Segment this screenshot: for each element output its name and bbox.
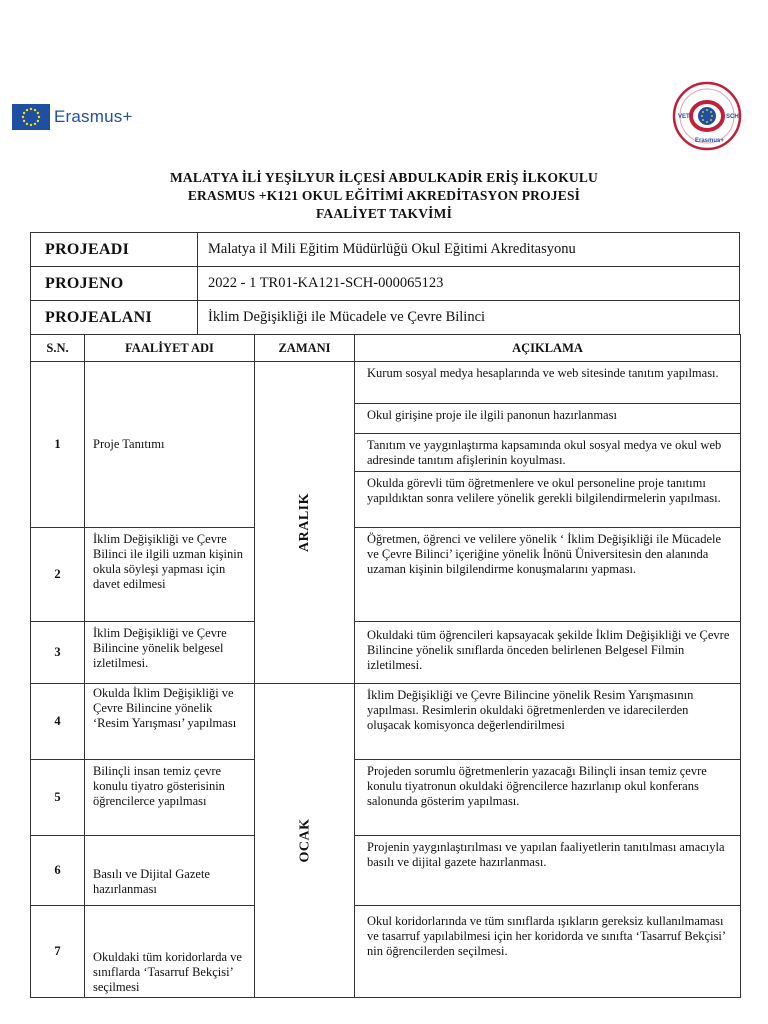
project-area-row <box>31 301 740 335</box>
table-row <box>31 362 741 404</box>
description-text: Okulda görevli tüm öğretmenlere ve okul personeline proje tanıtımı yapıldıktan sonra velilere yönelik gerekli bilgilendirmelerin yapılması. <box>367 476 721 505</box>
description-text: İklim Değişikliği ve Çevre Bilincine yönelik Resim Yarışmasının yapılması. Resimlerin okuldaki öğretmenlerden ve idarecilerden oluşacak komisyonca değerlendirilmesi <box>367 688 694 732</box>
description-text: Projeden sorumlu öğretmenlerin yazacağı Bilinçli insan temiz çevre konulu tiyatronun okuldaki öğrencilerce hazırlanıp okul konferans salonunda gösterim yapılması. <box>367 764 707 808</box>
school-title: MALATYA İLİ YEŞİLYUR İLÇESİ ABDULKADİR ERİŞ İLKOKULU <box>169 170 599 185</box>
table-row <box>31 528 741 622</box>
activity-description <box>355 472 741 528</box>
activity-name <box>85 528 255 622</box>
activity-description <box>355 906 741 998</box>
project-no-value: 2022 - 1 TR01-KA121-SCH-000065123 <box>198 267 740 301</box>
table-row <box>31 684 741 760</box>
activity-name <box>85 836 255 906</box>
project-no-row <box>31 267 740 301</box>
month-label: ARALIK <box>296 492 312 553</box>
column-header-activity: FAALİYET ADI <box>85 335 255 362</box>
activity-name <box>85 362 255 528</box>
activity-description <box>355 836 741 906</box>
activity-number: 1 <box>31 362 85 528</box>
vet-label: VET <box>678 114 690 120</box>
activity-schedule-table <box>30 334 741 998</box>
activity-number: 5 <box>31 760 85 836</box>
description-text: Projenin yaygınlaştırılması ve yapılan faaliyetlerin tanıtılması amacıyla basılı ve dijital gazete hazırlanması. <box>367 840 725 869</box>
activity-description <box>355 684 741 760</box>
erasmus-logo <box>12 102 152 132</box>
activity-name <box>85 906 255 998</box>
project-info-table <box>30 232 740 335</box>
column-header-time: ZAMANI <box>255 335 355 362</box>
description-text: Okul koridorlarında ve tüm sınıflarda ışıkların gereksiz kullanılmaması ve tasarruf yapılabilmesi için her koridorda ve sınıfta ‘Tasarruf Bekçisi’ nin öğrencilerden seçilmesi. <box>367 914 726 958</box>
description-text: Kurum sosyal medya hesaplarında ve web sitesinde tanıtım yapılması. <box>367 366 719 380</box>
activity-name <box>85 760 255 836</box>
table-row <box>31 622 741 684</box>
activity-name <box>85 622 255 684</box>
description-text: Tanıtım ve yaygınlaştırma kapsamında okul sosyal medya ve okul web adresinde tanıtım afişlerinin koyulması. <box>367 438 722 467</box>
activity-name <box>85 684 255 760</box>
activity-name-text: Basılı ve Dijital Gazete hazırlanması <box>93 867 210 896</box>
activity-name-text: Proje Tanıtımı <box>93 437 165 451</box>
activity-number: 7 <box>31 906 85 998</box>
description-text: Okuldaki tüm öğrencileri kapsayacak şekilde İklim Değişikliği ve Çevre Bilincine yönelik sınıflarda önceden belirlenen Belgesel Filmin izletilmesi. <box>367 628 730 672</box>
project-no-label: PROJENO <box>31 267 198 301</box>
project-title: ERASMUS +K121 OKUL EĞİTİMİ AKREDİTASYON PROJESİ <box>187 188 581 203</box>
erasmus-logo-text: Erasmus+ <box>54 107 133 126</box>
description-text: Öğretmen, öğrenci ve velilere yönelik ‘ İklim Değişikliği ile Mücadele ve Çevre Bilinci’ içeriğine yönelik İnönü Üniversitesin den alanında uzaman kişinin bilgilendirme konuşmalarını yapması. <box>367 532 722 576</box>
activity-number: 2 <box>31 528 85 622</box>
project-name-row <box>31 233 740 267</box>
schedule-title: FAALİYET TAKVİMİ <box>315 206 453 221</box>
column-header-description: AÇIKLAMA <box>355 335 741 362</box>
activity-name-text: Okulda İklim Değişikliği ve Çevre Bilincine yönelik ‘Resim Yarışması’ yapılması <box>93 686 237 730</box>
table-row <box>31 906 741 998</box>
table-header-row <box>31 335 741 362</box>
activity-name-text: İklim Değişikliği ve Çevre Bilincine yönelik belgesel izletilmesi. <box>93 626 227 670</box>
activity-number: 4 <box>31 684 85 760</box>
activity-number: 6 <box>31 836 85 906</box>
activity-name-text: Bilinçli insan temiz çevre konulu tiyatro gösterisinin öğrencilerce yapılması <box>93 764 225 808</box>
month-label: OCAK <box>297 818 312 863</box>
activity-name-text: İklim Değişikliği ve Çevre Bilinci ile ilgili uzman kişinin okula söyleşi yapması için davet edilmesi <box>93 532 243 591</box>
project-name-value: Malatya il Mili Eğitim Müdürlüğü Okul Eğitimi Akreditasyonu <box>198 233 740 267</box>
activity-description <box>355 404 741 434</box>
column-header-sn: S.N. <box>31 335 85 362</box>
project-area-value: İklim Değişikliği ile Mücadele ve Çevre Bilinci <box>198 301 740 335</box>
activity-description <box>355 362 741 404</box>
activity-number: 3 <box>31 622 85 684</box>
description-text: Okul girişine proje ile ilgili panonun hazırlanması <box>367 408 617 422</box>
activity-name-text: Okuldaki tüm koridorlarda ve sınıflarda ‘Tasarruf Bekçisi’ seçilmesi <box>93 950 242 994</box>
month-cell-ocak <box>255 684 355 998</box>
activity-description <box>355 528 741 622</box>
table-row <box>31 836 741 906</box>
activity-description <box>355 434 741 472</box>
eu-flag-icon <box>12 104 50 130</box>
month-cell-aralik <box>255 362 355 684</box>
erasmus-small-label: Erasmus+ <box>695 138 724 144</box>
activity-description <box>355 622 741 684</box>
sch-label: SCH <box>726 114 739 120</box>
table-row <box>31 760 741 836</box>
project-area-label: PROJEALANI <box>31 301 198 335</box>
vet-sch-accreditation-logo <box>664 80 750 154</box>
project-name-label: PROJEADI <box>31 233 198 267</box>
activity-description <box>355 760 741 836</box>
